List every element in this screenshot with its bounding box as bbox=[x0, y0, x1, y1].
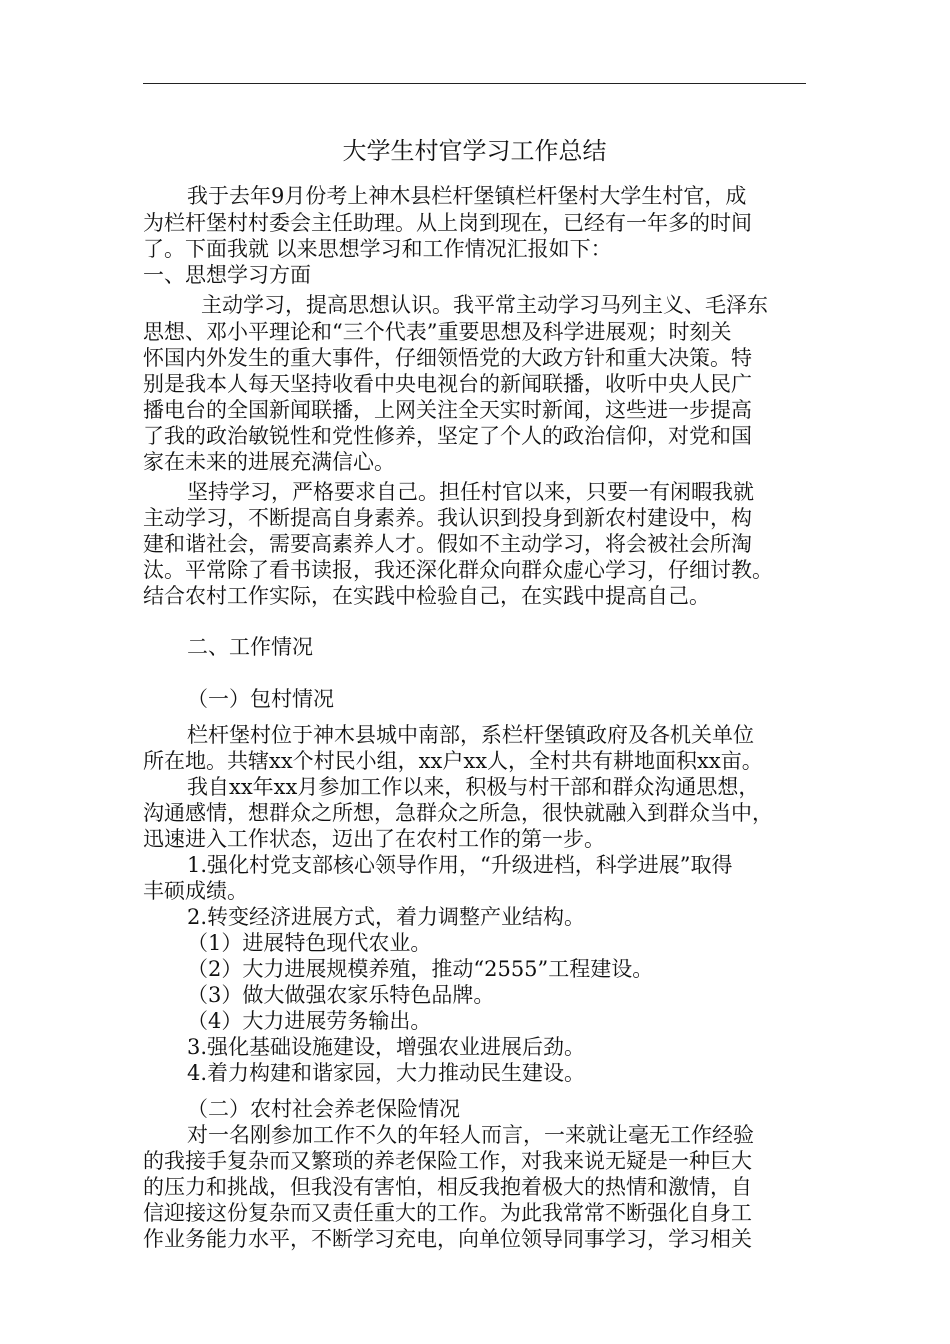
text-line: 思想、邓小平理论和“三个代表”重要思想及科学进展观；时刻关 bbox=[143, 320, 732, 344]
text-line: 对一名刚参加工作不久的年轻人而言，一来就让毫无工作经验 bbox=[187, 1123, 754, 1147]
text-line: 别是我本人每天坚持收看中央电视台的新闻联播，收听中央人民广 bbox=[143, 372, 752, 396]
text-line: 播电台的全国新闻联播，上网关注全天实时新闻，这些进一步提高 bbox=[143, 398, 752, 422]
list-item: （4）大力进展劳务输出。 bbox=[187, 1009, 432, 1033]
text-line: 的压力和挑战，但我没有害怕，相反我抱着极大的热情和激情，自 bbox=[143, 1175, 752, 1199]
text-line: 信迎接这份复杂而又责任重大的工作。为此我常常不断强化自身工 bbox=[143, 1201, 752, 1225]
text-line: 沟通感情，想群众之所想，急群众之所急，很快就融入到群众当中， bbox=[143, 801, 773, 825]
text-line: 主动学习，提高思想认识。我平常主动学习马列主义、毛泽东 bbox=[201, 293, 768, 317]
text-line: 作业务能力水平，不断学习充电，向单位领导同事学习，学习相关 bbox=[143, 1227, 752, 1251]
list-item: （2）大力进展规模养殖，推动“2555”工程建设。 bbox=[187, 957, 654, 981]
section-heading: 一、思想学习方面 bbox=[143, 263, 311, 287]
text-line: 家在未来的进展充满信心。 bbox=[143, 450, 395, 474]
list-item: 1.强化村党支部核心领导作用，“升级进档，科学进展”取得 bbox=[187, 853, 733, 877]
text-line: 坚持学习，严格要求自己。担任村官以来，只要一有闲暇我就 bbox=[187, 480, 754, 504]
list-item: （3）做大做强农家乐特色品牌。 bbox=[187, 983, 495, 1007]
section-heading: 二、工作情况 bbox=[187, 635, 313, 659]
text-line: 的我接手复杂而又繁琐的养老保险工作，对我来说无疑是一种巨大 bbox=[143, 1149, 752, 1173]
header-rule bbox=[143, 83, 806, 84]
list-item: （1）进展特色现代农业。 bbox=[187, 931, 432, 955]
text-line: 结合农村工作实际，在实践中检验自己，在实践中提高自己。 bbox=[143, 584, 710, 608]
text-line: 主动学习，不断提高自身素养。我认识到投身到新农村建设中，构 bbox=[143, 506, 752, 530]
text-line: 栏杆堡村位于神木县城中南部，系栏杆堡镇政府及各机关单位 bbox=[187, 723, 754, 747]
subsection-heading: （一）包村情况 bbox=[187, 687, 334, 711]
subsection-heading: （二）农村社会养老保险情况 bbox=[187, 1097, 460, 1121]
text-line: 建和谐社会，需要高素养人才。假如不主动学习，将会被社会所淘 bbox=[143, 532, 752, 556]
text-line: 我自xx年xx月参加工作以来，积极与村干部和群众沟通思想， bbox=[187, 775, 760, 799]
list-item: 3.强化基础设施建设，增强农业进展后劲。 bbox=[187, 1035, 586, 1059]
document-title: 大学生村官学习工作总结 bbox=[342, 137, 607, 165]
list-item: 4.着力构建和谐家园，大力推动民生建设。 bbox=[187, 1061, 586, 1085]
text-line: 怀国内外发生的重大事件，仔细领悟党的大政方针和重大决策。特 bbox=[143, 346, 752, 370]
text-line: 迅速进入工作状态，迈出了在农村工作的第一步。 bbox=[143, 827, 605, 851]
text-line: 为栏杆堡村村委会主任助理。从上岗到现在，已经有一年多的时间 bbox=[143, 211, 752, 235]
list-item: 2.转变经济进展方式，着力调整产业结构。 bbox=[187, 905, 586, 929]
text-line: 所在地。共辖xx个村民小组，xx户xx人，全村共有耕地面积xx亩。 bbox=[143, 749, 763, 773]
text-line: 了。下面我就 以来思想学习和工作情况汇报如下： bbox=[143, 237, 612, 261]
text-line: 汰。平常除了看书读报，我还深化群众向群众虚心学习，仔细讨教。 bbox=[143, 558, 773, 582]
text-line: 丰硕成绩。 bbox=[143, 879, 248, 903]
text-line: 我于去年9月份考上神木县栏杆堡镇栏杆堡村大学生村官，成 bbox=[187, 184, 747, 208]
text-line: 了我的政治敏锐性和党性修养，坚定了个人的政治信仰，对党和国 bbox=[143, 424, 752, 448]
